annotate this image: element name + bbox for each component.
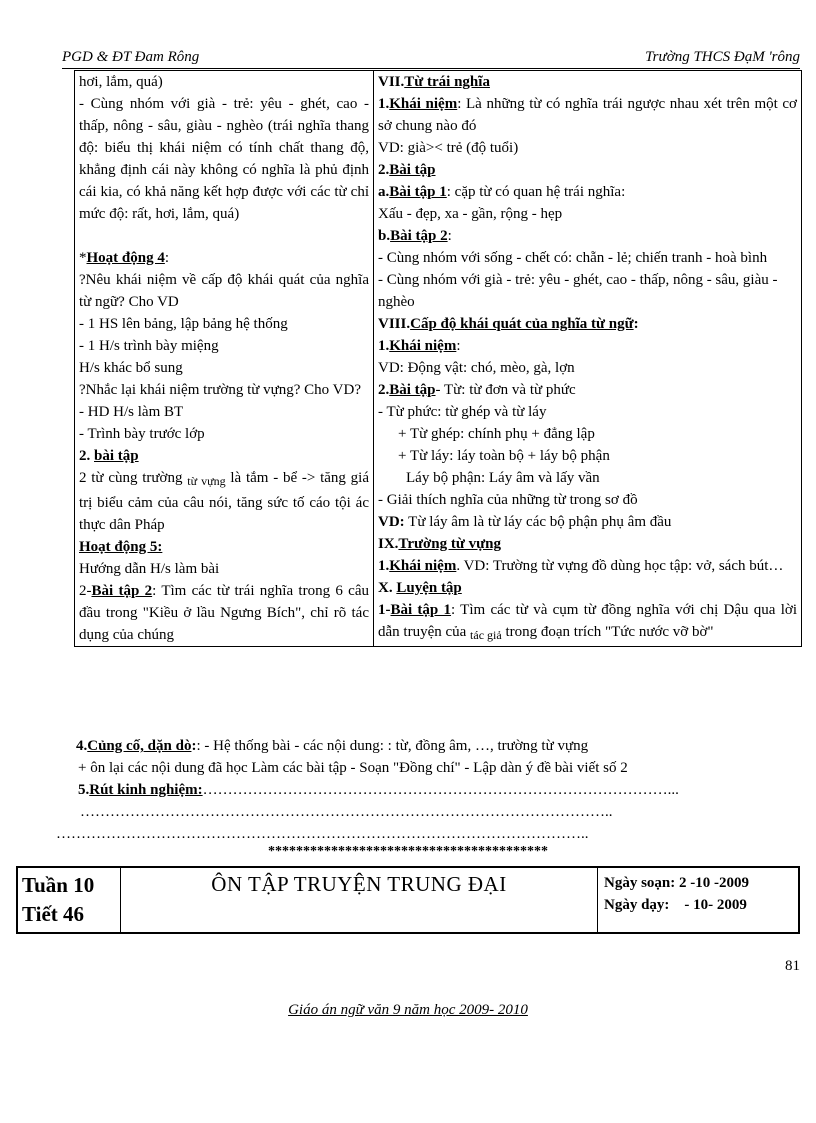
lesson-table [74, 70, 802, 647]
right-text: - Giải thích nghĩa của những từ trong sơ đồ [378, 492, 638, 508]
left-text: - Trình bày trước lớp [79, 426, 205, 442]
right-text: - Cùng nhóm với sống - chết có: chẵn - lẻ; chiến tranh - hoà bình [378, 250, 768, 266]
consolidation: 4.Củng cố, dặn dò:: - Hệ thống bài - các nội dung: : từ, đồng âm, …, trường từ vựng [76, 738, 589, 754]
exercise-1: a.Bài tập 1: cặp từ có quan hệ trái nghĩa: [378, 184, 626, 200]
dotted-line: …………………………………………………………………………………………….. [80, 804, 613, 820]
prep-date: Ngày soạn: 2 -10 -2009 [604, 875, 750, 891]
left-text: - 1 HS lên bảng, lập bảng hệ thống [79, 316, 288, 332]
question: ?Nêu khái niệm về cấp độ khái quát của nghĩa từ ngữ? Cho VD [79, 272, 369, 310]
lesson-header-table [16, 866, 800, 934]
section-x: X. Luyện tập [378, 580, 462, 596]
exercise-text: 2 từ cùng trường $_{từ vựng}$ là tắm - bể -> tăng giá trị biểu cảm của câu nói, tăng sức tố cáo tội ác thực dân Pháp [79, 470, 370, 533]
example: VD: già>< trẻ (độ tuổi) [378, 140, 519, 156]
exercise-heading: 2.Bài tập [378, 162, 436, 178]
header-left: PGD & ĐT Đam Rông [62, 49, 200, 65]
week-period [17, 867, 121, 933]
document-title: Giáo án ngữ văn 9 năm học 2009- 2010 [288, 1002, 528, 1018]
left-text: - HD H/s làm BT [79, 404, 184, 420]
exercise-2: b.Bài tập 2: [378, 228, 452, 244]
week: Tuần 10 [22, 873, 95, 897]
left-text: - Cùng nhóm với già - trẻ: yêu - ghét, cao - thấp, nông - sâu, giàu - nghèo (trái nghĩa thang độ: biểu thị khái niệm có tính chất thang độ, khẳng định cái này không có nghĩa là phủ định cái kia, có khả năng kết hợp được với các từ chỉ mức độ: rất, hơi, lắm, quá) [79, 96, 369, 222]
header-right: Trường THCS ĐạM 'rông [645, 49, 800, 65]
lesson-title: ÔN TẬP TRUYỆN TRUNG ĐẠI [121, 867, 598, 933]
activity-5-heading: Hoạt động 5: [79, 539, 163, 555]
definition: 1.Khái niệm: Là những từ có nghĩa trái ngược nhau xét trên một cơ sở chung nào đó [378, 96, 797, 134]
activity-column [75, 71, 374, 647]
right-text: - Từ phức: từ ghép và từ láy [378, 404, 547, 420]
teach-date: Ngày dạy: - 10- 2009 [604, 897, 747, 913]
section-viii: VIII.Cấp độ khái quát của nghĩa từ ngữ: [378, 316, 639, 332]
left-text: hơi, lắm, quá) [79, 74, 163, 90]
page-header [62, 48, 800, 69]
experience: 5.Rút kinh nghiệm:…………………………………………………………………………………... [78, 782, 679, 798]
dotted-line: …………………………………………………………………………………………….. [56, 826, 589, 842]
exercise-heading: 2.Bài tập- Từ: từ đơn và từ phức [378, 382, 576, 398]
left-text: - 1 H/s trình bày miệng [79, 338, 219, 354]
right-text: Xấu - đẹp, xa - gần, rộng - hẹp [378, 206, 563, 222]
homework: + ôn lại các nội dung đã học Làm các bài tập - Soạn "Đồng chí" - Lập dàn ý đề bài viết số 2 [78, 760, 628, 776]
definition: 1.Khái niệm. VD: Trường từ vựng đồ dùng học tập: vở, sách bút… [378, 558, 784, 574]
blank-line [79, 225, 369, 247]
right-text: Láy bộ phận: Láy âm và lấy vần [406, 470, 600, 486]
right-text: + Từ láy: láy toàn bộ + láy bộ phận [398, 448, 610, 464]
content-column [374, 71, 802, 647]
left-text: Hướng dẫn H/s làm bài [79, 561, 220, 577]
left-text: H/s khác bổ sung [79, 360, 183, 376]
question: ?Nhắc lại khái niệm trường từ vựng? Cho VD? [79, 382, 361, 398]
section-vii: VII.Từ trái nghĩa [378, 74, 490, 90]
section-ix: IX.Trường từ vựng [378, 536, 501, 552]
example: VD: Động vật: chó, mèo, gà, lợn [378, 360, 575, 376]
activity-4-heading: *Hoạt động 4: [79, 250, 170, 266]
practice-exercise: 1-Bài tập 1: Tìm các từ và cụm từ đồng nghĩa với chị Dậu qua lời dẫn truyện của $_{tác giả}$ trong đoạn trích "Tức nước vỡ bờ" [378, 602, 797, 642]
exercise-2-text: 2-Bài tập 2: Tìm các từ trái nghĩa trong 6 câu đầu trong "Kiều ở lầu Ngưng Bích", chỉ rõ tác dụng của chúng [79, 583, 369, 643]
period: Tiết 46 [22, 902, 85, 926]
definition: 1.Khái niệm: [378, 338, 461, 354]
separator-stars: **************************************** [268, 844, 548, 859]
dates [598, 867, 800, 933]
page-number: 81 [785, 958, 800, 974]
right-text: + Từ ghép: chính phụ + đẳng lập [398, 426, 595, 442]
exercise-heading: 2. bài tập [79, 448, 139, 464]
example: VD: Từ láy âm là từ láy các bộ phận phụ âm đầu [378, 514, 672, 530]
right-text: - Cùng nhóm với già - trẻ: yêu - ghét, cao - thấp, nông - sâu, giàu - nghèo [378, 272, 778, 310]
